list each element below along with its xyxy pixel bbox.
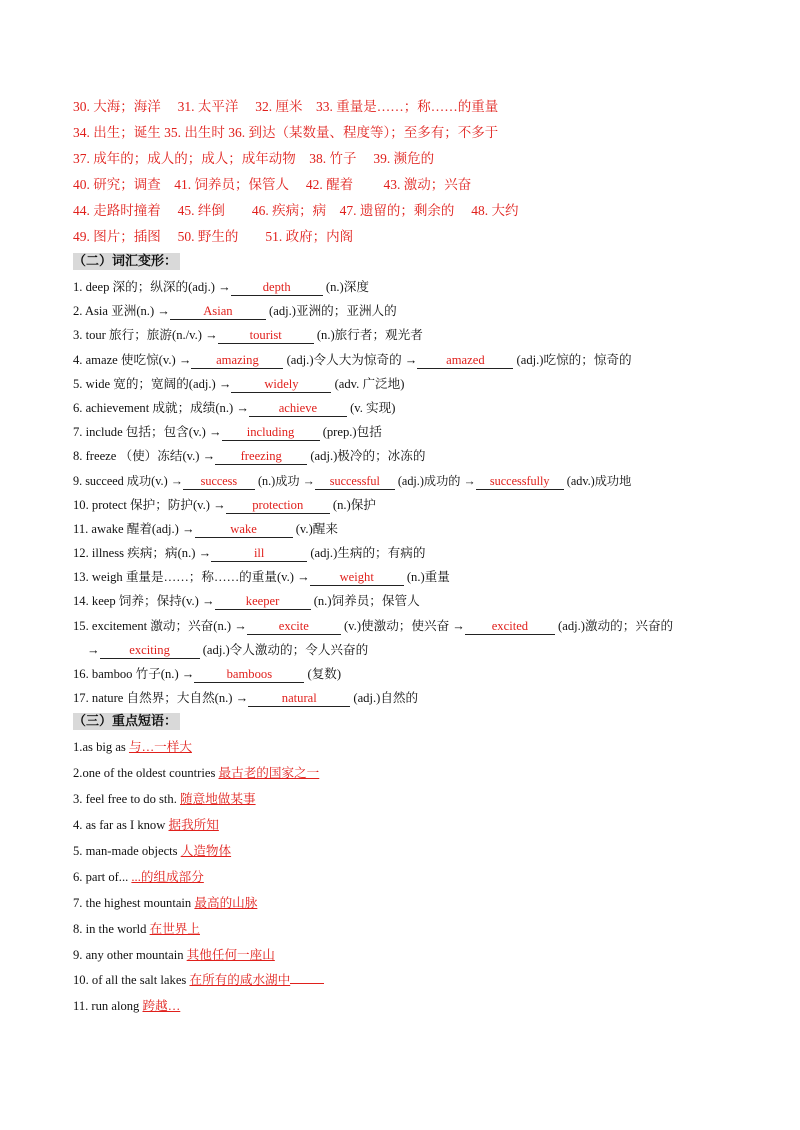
answer-blank: amazing — [191, 353, 283, 369]
section-heading-word-forms — [73, 250, 753, 275]
item-note: (adj.)令人激动的；令人兴奋的 — [199, 642, 369, 657]
item-prompt: 16. bamboo 竹子(n.) → — [73, 667, 195, 681]
item-note: (n.)旅行者；观光者 — [313, 328, 423, 343]
item-note: (adj.)生病的；有病的 — [307, 546, 426, 561]
phrase-answer: 跨越… — [142, 999, 181, 1014]
answer-blank: widely — [231, 377, 331, 393]
word-form-item — [73, 323, 753, 347]
item-prompt: 13. weigh 重量是……；称……的重量(v.) → — [73, 570, 310, 585]
item-prompt: 9. succeed 成功(v.) → — [73, 473, 183, 488]
item-prompt: 1. deep 深的；纵深的(adj.) → — [73, 280, 231, 294]
word-form-item — [73, 348, 753, 372]
vocab-answer-block — [73, 94, 753, 250]
answer-blank: depth — [231, 280, 323, 296]
item-prompt: 17. nature 自然界；大自然(n.) → — [73, 691, 249, 706]
answer-blank: successful — [315, 474, 395, 490]
item-prompt: 11. awake 醒着(adj.) → — [73, 521, 195, 536]
answer-blank: excite — [247, 619, 341, 635]
item-note: (adj.)令人大为惊奇的 → — [283, 352, 418, 367]
phrase-item — [73, 968, 753, 994]
phrase-item — [73, 787, 753, 813]
item-note: (n.)保护 — [329, 497, 376, 512]
item-prompt: 12. illness 疾病；病(n.) → — [73, 546, 212, 561]
answer-blank: bamboos — [194, 667, 304, 683]
item-note: (v.)醒来 — [292, 521, 338, 536]
phrase-item — [73, 891, 753, 917]
word-form-item — [73, 275, 753, 299]
phrase-english: 1.as big as — [73, 740, 129, 755]
answer-blank: ill — [211, 546, 307, 562]
item-note: (v. 实现) — [346, 400, 396, 415]
item-prompt: 4. amaze 使吃惊(v.) → — [73, 352, 192, 367]
phrase-item — [73, 994, 753, 1020]
answer-blank: successfully — [476, 474, 564, 490]
phrase-english: 7. the highest mountain — [73, 895, 195, 910]
phrase-item — [73, 865, 753, 891]
phrase-english: 4. as far as I know — [73, 818, 169, 833]
word-form-item — [73, 372, 753, 396]
phrase-answer: 最古老的国家之一 — [218, 766, 320, 781]
answer-blank: weight — [310, 570, 404, 586]
item-note: (adv. 广泛地) — [331, 376, 405, 391]
item-note: (adj.)成功的 → — [394, 473, 476, 488]
answer-blank: success — [183, 474, 255, 490]
vocab-answer-line: 40. 研究；调查 41. 饲养员；保管人 42. 醒着 43. 激动；兴奋 — [73, 177, 472, 192]
item-prompt: 14. keep 饲养；保持(v.) → — [73, 594, 215, 609]
item-prompt: 5. wide 宽的；宽阔的(adj.) → — [73, 376, 232, 391]
item-note: (n.)成功 → — [254, 473, 315, 488]
phrase-item — [73, 917, 753, 943]
answer-blank: Asian — [170, 304, 266, 320]
phrase-item — [73, 813, 753, 839]
item-note: (adj.)吃惊的；惊奇的 — [513, 352, 632, 367]
answer-blank: amazed — [417, 353, 513, 369]
item-prompt: 3. tour 旅行；旅游(n./v.) → — [73, 328, 218, 343]
phrase-english: 5. man-made objects — [73, 843, 181, 858]
vocab-answer-line: 49. 图片；插图 50. 野生的 51. 政府；内阁 — [73, 229, 354, 244]
section-title: （三）重点短语： — [73, 713, 180, 730]
word-form-item — [73, 662, 753, 686]
answer-blank: tourist — [218, 328, 314, 344]
word-form-item — [73, 589, 753, 613]
word-form-item — [73, 420, 753, 444]
word-form-item — [73, 565, 753, 589]
word-form-item — [73, 614, 753, 638]
phrase-english: 6. part of... — [73, 869, 132, 884]
phrase-answer: 其他任何一座山 — [186, 947, 275, 962]
phrase-item — [73, 839, 753, 865]
word-form-item — [73, 493, 753, 517]
phrase-answer: 在世界上 — [149, 921, 200, 936]
phrases-list — [73, 735, 753, 1020]
phrase-english: 9. any other mountain — [73, 947, 187, 962]
word-form-item — [73, 638, 753, 662]
item-note: (n.)重量 — [403, 570, 450, 585]
item-prompt: → — [87, 642, 100, 657]
item-note: (prep.)包括 — [319, 425, 382, 440]
answer-blank: excited — [465, 619, 555, 635]
phrase-answer: 与…一样大 — [128, 740, 192, 755]
word-form-item — [73, 517, 753, 541]
answer-blank: exciting — [100, 643, 200, 659]
answer-blank: natural — [248, 691, 350, 707]
vocab-answer-line: 37. 成年的；成人的；成人；成年动物 38. 竹子 39. 濒危的 — [73, 151, 435, 166]
vocab-answer-line: 30. 大海；海洋 31. 太平洋 32. 厘米 33. 重量是……；称……的重量 — [73, 99, 499, 114]
item-note: (adv.)成功地 — [563, 473, 632, 488]
answer-blank: including — [222, 425, 320, 441]
phrase-english: 11. run along — [73, 999, 143, 1014]
answer-blank: freezing — [215, 449, 307, 465]
word-form-item — [73, 541, 753, 565]
phrase-item — [73, 943, 753, 969]
phrase-answer: 在所有的咸水湖中 — [189, 973, 291, 988]
phrase-answer: 据我所知 — [168, 818, 219, 833]
answer-underline-tail — [290, 971, 324, 984]
word-form-item — [73, 396, 753, 420]
phrase-item — [73, 735, 753, 761]
phrase-answer: 最高的山脉 — [194, 895, 258, 910]
worksheet-page — [73, 94, 753, 1020]
item-note: (n.)饲养员；保管人 — [310, 594, 420, 609]
item-prompt: 15. excitement 激动；兴奋(n.) → — [73, 618, 247, 633]
phrase-english: 8. in the world — [73, 921, 150, 936]
phrase-item — [73, 761, 753, 787]
phrase-english: 2.one of the oldest countries — [73, 766, 219, 781]
vocab-answer-line: 44. 走路时撞着 45. 绊倒 46. 疾病；病 47. 遗留的；剩余的 48. 大约 — [73, 203, 519, 218]
phrase-answer: 随意地做某事 — [180, 792, 256, 807]
section-title: （二）词汇变形： — [73, 253, 180, 270]
vocab-answer-line: 34. 出生；诞生 35. 出生时 36. 到达（某数量、程度等）；至多有；不多于 — [73, 125, 499, 140]
word-form-item — [73, 299, 753, 323]
word-form-item — [73, 469, 753, 493]
item-note: (n.)深度 — [322, 280, 369, 294]
item-note: (adj.)亚洲的；亚洲人的 — [265, 304, 397, 319]
section-heading-phrases — [73, 710, 753, 735]
phrase-answer: ...的组成部分 — [131, 869, 204, 884]
word-form-item — [73, 686, 753, 710]
phrase-english: 3. feel free to do sth. — [73, 792, 181, 807]
answer-blank: protection — [226, 498, 330, 514]
answer-blank: keeper — [215, 594, 311, 610]
answer-blank: achieve — [249, 401, 347, 417]
item-note: (adj.)激动的；兴奋的 — [554, 618, 674, 633]
phrase-english: 10. of all the salt lakes — [73, 973, 190, 988]
item-note: (复数) — [304, 667, 342, 681]
word-form-item — [73, 444, 753, 468]
word-forms-list — [73, 275, 753, 710]
item-prompt: 7. include 包括；包含(v.) → — [73, 425, 222, 440]
item-prompt: 2. Asia 亚洲(n.) → — [73, 304, 170, 319]
item-prompt: 6. achievement 成就；成绩(n.) → — [73, 400, 249, 415]
item-prompt: 8. freeze （使）冻结(v.) → — [73, 449, 216, 464]
item-note: (adj.)自然的 — [350, 691, 419, 706]
item-prompt: 10. protect 保护；防护(v.) → — [73, 497, 226, 512]
phrase-answer: 人造物体 — [180, 843, 232, 858]
item-note: (adj.)极冷的；冰冻的 — [307, 449, 426, 464]
answer-blank: wake — [195, 522, 293, 538]
item-note: (v.)使激动；使兴奋 → — [340, 618, 465, 633]
